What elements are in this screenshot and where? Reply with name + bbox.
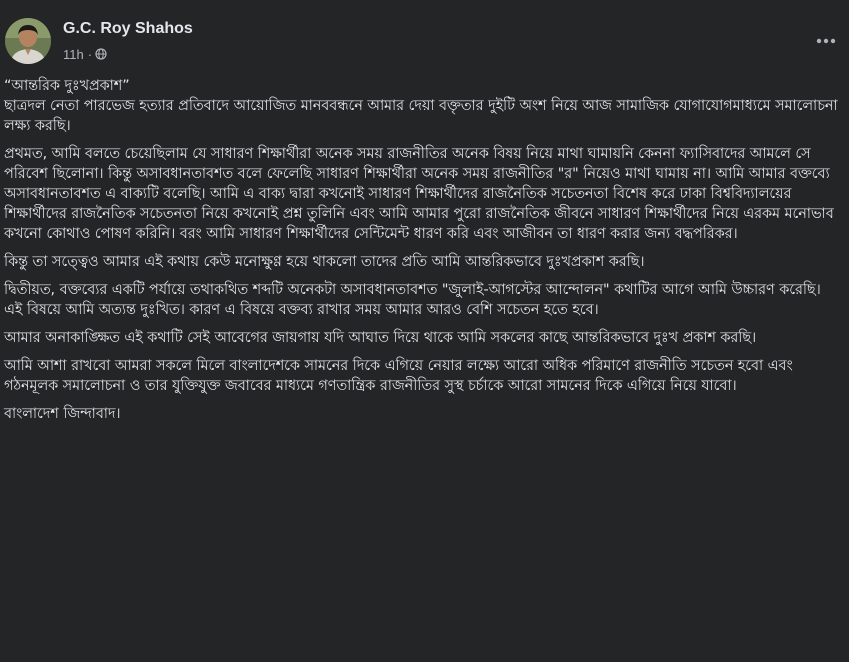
meta-separator: ·: [87, 46, 93, 62]
post-paragraph: আমি আশা রাখবো আমরা সকলে মিলে বাংলাদেশকে সামনের দিকে এগিয়ে নেয়ার লক্ষ্যে আরো অধিক পরিমাণে রাজনীতি সচেতন হবো এবং গঠনমূলক সমালোচনা ও তার যুক্তিযুক্ত জবাবের মাধ্যমে গণতান্ত্রিক রাজনীতির সুস্থ চর্চাকে আরো সামনের দিকে এগিয়ে নিয়ে যাবো।: [4, 358, 793, 394]
more-options-icon: [816, 38, 836, 44]
post-paragraph: দ্বিতীয়ত, বক্তব্যের একটি পর্যায়ে তথাকথিত শব্দটি অনেকটা অসাবধানতাবশত "জুলাই-আগস্টের আন্দোলন" কথাটির আগে আমি উচ্চারণ করেছি। এই বিষয়ে আমি অত্যন্ত দুঃখিত। কারণ এ বিষয়ে বক্তব্য রাখার সময় আমার আরও বেশি সচেতন হতে হবে।: [4, 282, 821, 318]
post-paragraph: “আন্তরিক দুঃখপ্রকাশ” ছাত্রদল নেতা পারভেজ হত্যার প্রতিবাদে আয়োজিত মানববন্ধনে আমার দেয়া বক্তৃতার দুইটি অংশ নিয়ে আজ সামাজিক যোগাযোগমাধ্যমে সমালোচনা লক্ষ্য করছি।: [4, 78, 838, 134]
post-content: [4, 76, 840, 432]
more-options-button[interactable]: [811, 26, 841, 56]
post-paragraph: আমার অনাকাঙ্ক্ষিত এই কথাটি সেই আবেগের জায়গায় যদি আঘাত দিয়ে থাকে আমি সকলের কাছে আন্তরিকভাবে দুঃখ প্রকাশ করছি।: [4, 330, 757, 346]
post-paragraph: বাংলাদেশ জিন্দাবাদ।: [4, 406, 121, 422]
post-paragraph: কিন্তু তা সত্ত্বেও আমার এই কথায় কেউ মনোক্ষুণ্ণ হয়ে থাকলো তাদের প্রতি আমি আন্তরিকভাবে দুঃখপ্রকাশ করছি।: [4, 254, 645, 270]
post-meta: [63, 46, 107, 62]
post-header: [0, 0, 849, 76]
post-timestamp[interactable]: 11h: [63, 46, 84, 62]
avatar-image: [5, 18, 51, 64]
author-avatar[interactable]: [5, 18, 51, 64]
author-name[interactable]: G.C. Roy Shahos: [63, 20, 193, 37]
post-paragraph: প্রথমত, আমি বলতে চেয়েছিলাম যে সাধারণ শিক্ষার্থীরা অনেক সময় রাজনীতির অনেক বিষয় নিয়ে মাথা ঘামায়নি কেননা ফ্যাসিবাদের আমলে সে পরিবেশ ছিলোনা। কিন্তু অসাবধানতাবশত বলে ফেলেছি সাধারণ শিক্ষার্থীরা অনেক সময় রাজনীতির "র" নিয়েও মাথা ঘামায় না। আমি আমার বক্তব্যে অসাবধানতাবশত এ বাক্যটি বলেছি। আমি এ বাক্য দ্বারা কখনোই সাধারণ শিক্ষার্থীদের রাজনৈতিক সচেতনতা বিশেষ করে ঢাকা বিশ্ববিদ্যালয়ের শিক্ষার্থীদের রাজনৈতিক সচেতনতা নিয়ে কখনোই প্রশ্ন তুলিনি এবং আমি আমার পুরো রাজনৈতিক জীবনে সাধারণ শিক্ষার্থীদের নিয়ে এরকম মনোভাব কখনো কোথাও পোষণ করিনি। বরং আমি সাধারণ শিক্ষার্থীদের সেন্টিমেন্ট ধারণ করি এবং আজীবন তা ধারণ করার জন্য বদ্ধপরিকর।: [4, 146, 834, 242]
globe-icon[interactable]: [95, 48, 107, 60]
